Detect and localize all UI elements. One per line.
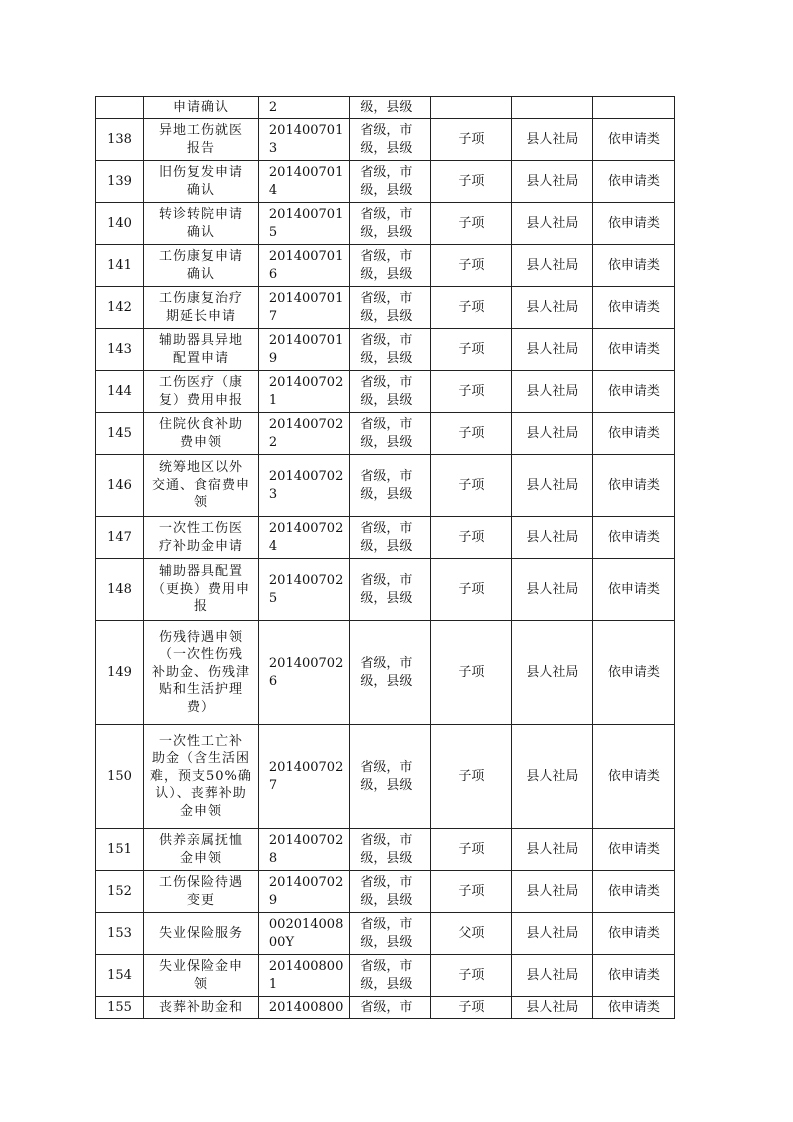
cell-text-line: 确认 bbox=[186, 266, 215, 282]
cell-text-line: 省级，市 bbox=[360, 291, 413, 306]
cell-text-line: 辅助器具配置 bbox=[158, 564, 243, 580]
cell-text-line: 00Y bbox=[268, 934, 295, 950]
cell-text-line: 级，县级 bbox=[360, 850, 413, 866]
category-cell: 依申请类 bbox=[593, 913, 675, 955]
cell-text-line: 9 bbox=[268, 892, 278, 908]
cell-text-line: 级，县级 bbox=[360, 892, 413, 908]
item-type-cell: 子项 bbox=[431, 955, 512, 997]
row-number-cell: 154 bbox=[96, 955, 144, 997]
cell-text-line: 一次性工亡补 bbox=[158, 733, 243, 749]
item-type-cell: 子项 bbox=[431, 871, 512, 913]
cell-text-line: 省级，市 bbox=[360, 959, 413, 974]
admin-level-cell bbox=[350, 455, 431, 517]
cell-text-line: 3 bbox=[268, 140, 278, 156]
cell-text-line: 6 bbox=[268, 266, 278, 282]
cell-text-line: 期延长申请 bbox=[165, 308, 236, 324]
cell-text-line: 异地工伤就医 bbox=[158, 123, 243, 138]
item-code-cell bbox=[258, 371, 349, 413]
cell-text-line: 6 bbox=[268, 673, 278, 689]
row-number-cell: 155 bbox=[96, 997, 144, 1019]
cell-text-line: 4 bbox=[268, 182, 278, 198]
cell-text-line: 201400702 bbox=[268, 656, 344, 671]
item-name-cell bbox=[144, 829, 259, 871]
item-name-cell bbox=[144, 119, 259, 161]
cell-text-line: 9 bbox=[268, 350, 278, 366]
cell-text-line: 报告 bbox=[186, 140, 215, 156]
item-name-cell bbox=[144, 725, 259, 829]
item-name-cell bbox=[144, 913, 259, 955]
cell-text-line: 201400701 bbox=[268, 291, 344, 306]
category-cell: 依申请类 bbox=[593, 559, 675, 621]
item-code-cell bbox=[258, 725, 349, 829]
department-cell: 县人社局 bbox=[512, 203, 593, 245]
cell-text-line: 省级，市 bbox=[360, 417, 413, 432]
category-cell: 依申请类 bbox=[593, 371, 675, 413]
cell-text-line: 旧伤复发申请 bbox=[158, 165, 243, 180]
cell-text-line: 复）费用申报 bbox=[158, 392, 243, 408]
table-row bbox=[96, 371, 675, 413]
department-cell: 县人社局 bbox=[512, 161, 593, 203]
cell-text-line: 5 bbox=[268, 590, 278, 606]
table-row bbox=[96, 517, 675, 559]
cell-text-line: 一次性工伤医 bbox=[158, 521, 243, 536]
cell-text-line: 级，县级 bbox=[360, 976, 413, 992]
admin-level-cell bbox=[350, 871, 431, 913]
item-code-cell bbox=[258, 455, 349, 517]
item-code-cell bbox=[258, 517, 349, 559]
department-cell: 县人社局 bbox=[512, 871, 593, 913]
item-code-cell bbox=[258, 829, 349, 871]
item-code-cell bbox=[258, 871, 349, 913]
cell-text-line: 失业保险服务 bbox=[158, 925, 243, 941]
department-cell: 县人社局 bbox=[512, 287, 593, 329]
cell-text-line: 工伤保险待遇 bbox=[158, 875, 243, 890]
admin-level-cell bbox=[350, 329, 431, 371]
cell-text-line: 7 bbox=[268, 777, 278, 793]
department-cell bbox=[512, 97, 593, 119]
row-number-cell: 142 bbox=[96, 287, 144, 329]
item-type-cell: 子项 bbox=[431, 119, 512, 161]
cell-text-line: 002014008 bbox=[268, 917, 344, 932]
item-type-cell: 子项 bbox=[431, 559, 512, 621]
cell-text-line: 省级，市 bbox=[360, 333, 413, 348]
cell-text-line: 省级，市 bbox=[360, 165, 413, 180]
row-number-cell: 150 bbox=[96, 725, 144, 829]
item-type-cell: 父项 bbox=[431, 913, 512, 955]
category-cell: 依申请类 bbox=[593, 203, 675, 245]
item-code-cell bbox=[258, 287, 349, 329]
item-code-cell bbox=[258, 621, 349, 725]
cell-text-line: 工伤康复治疗 bbox=[158, 291, 243, 306]
category-cell: 依申请类 bbox=[593, 329, 675, 371]
item-type-cell: 子项 bbox=[431, 725, 512, 829]
cell-text-line: 省级，市 bbox=[360, 875, 413, 890]
row-number-cell: 148 bbox=[96, 559, 144, 621]
item-name-cell bbox=[144, 329, 259, 371]
cell-text-line: 金申领 bbox=[179, 850, 222, 866]
department-cell: 县人社局 bbox=[512, 371, 593, 413]
cell-text-line: 助金（含生活困 bbox=[151, 751, 250, 767]
cell-text-line: 级，县级 bbox=[360, 99, 413, 115]
cell-text-line: 住院伙食补助 bbox=[158, 417, 243, 432]
cell-text-line: （更换）费用申 bbox=[151, 581, 250, 597]
cell-text-line: 金申领 bbox=[179, 803, 222, 819]
cell-text-line: 5 bbox=[268, 224, 278, 240]
item-type-cell: 子项 bbox=[431, 329, 512, 371]
cell-text-line: 工伤医疗（康 bbox=[158, 375, 243, 390]
cell-text-line: 交通、食宿费申 bbox=[151, 477, 250, 493]
category-cell: 依申请类 bbox=[593, 955, 675, 997]
row-number-cell: 147 bbox=[96, 517, 144, 559]
cell-text-line: 认）、丧葬补助 bbox=[155, 786, 247, 802]
category-cell bbox=[593, 97, 675, 119]
item-code-cell bbox=[258, 997, 349, 1019]
cell-text-line: 级，县级 bbox=[360, 140, 413, 156]
category-cell: 依申请类 bbox=[593, 517, 675, 559]
cell-text-line: 级，县级 bbox=[360, 308, 413, 324]
department-cell: 县人社局 bbox=[512, 119, 593, 161]
item-code-cell bbox=[258, 245, 349, 287]
item-type-cell: 子项 bbox=[431, 517, 512, 559]
category-cell: 依申请类 bbox=[593, 621, 675, 725]
item-name-cell bbox=[144, 955, 259, 997]
category-cell: 依申请类 bbox=[593, 161, 675, 203]
admin-level-cell bbox=[350, 559, 431, 621]
category-cell: 依申请类 bbox=[593, 829, 675, 871]
table-row bbox=[96, 997, 675, 1019]
item-code-cell bbox=[258, 955, 349, 997]
item-name-cell bbox=[144, 287, 259, 329]
item-name-cell bbox=[144, 559, 259, 621]
row-number-cell: 146 bbox=[96, 455, 144, 517]
cell-text-line: 确认 bbox=[186, 224, 215, 240]
cell-text-line: 丧葬补助金和 bbox=[158, 999, 243, 1015]
cell-text-line: 2 bbox=[268, 434, 278, 450]
table-row bbox=[96, 413, 675, 455]
item-code-cell bbox=[258, 413, 349, 455]
department-cell: 县人社局 bbox=[512, 413, 593, 455]
item-name-cell bbox=[144, 621, 259, 725]
item-type-cell bbox=[431, 97, 512, 119]
cell-text-line: 省级，市 bbox=[360, 249, 413, 264]
cell-text-line: 配置申请 bbox=[172, 350, 229, 366]
item-type-cell: 子项 bbox=[431, 245, 512, 287]
item-type-cell: 子项 bbox=[431, 997, 512, 1019]
cell-text-line: 省级，市 bbox=[360, 469, 413, 484]
service-items-table bbox=[95, 96, 675, 1019]
cell-text-line: 1 bbox=[268, 976, 278, 992]
department-cell: 县人社局 bbox=[512, 955, 593, 997]
item-type-cell: 子项 bbox=[431, 371, 512, 413]
item-type-cell: 子项 bbox=[431, 829, 512, 871]
cell-text-line: 级，县级 bbox=[360, 777, 413, 793]
item-name-cell bbox=[144, 413, 259, 455]
item-type-cell: 子项 bbox=[431, 287, 512, 329]
cell-text-line: 7 bbox=[268, 308, 278, 324]
category-cell: 依申请类 bbox=[593, 725, 675, 829]
cell-text-line: 201400701 bbox=[268, 123, 344, 138]
cell-text-line: 201400702 bbox=[268, 469, 344, 484]
table-row bbox=[96, 329, 675, 371]
cell-text-line: 领 bbox=[193, 976, 208, 992]
row-number-cell: 151 bbox=[96, 829, 144, 871]
item-type-cell: 子项 bbox=[431, 203, 512, 245]
admin-level-cell bbox=[350, 161, 431, 203]
item-name-cell bbox=[144, 455, 259, 517]
cell-text-line: 2 bbox=[268, 99, 278, 115]
row-number-cell: 143 bbox=[96, 329, 144, 371]
table-row bbox=[96, 621, 675, 725]
cell-text-line: 3 bbox=[268, 486, 278, 502]
admin-level-cell bbox=[350, 913, 431, 955]
table-row bbox=[96, 871, 675, 913]
cell-text-line: 辅助器具异地 bbox=[158, 333, 243, 348]
table-row bbox=[96, 245, 675, 287]
item-code-cell bbox=[258, 161, 349, 203]
row-number-cell: 145 bbox=[96, 413, 144, 455]
cell-text-line: 转诊转院申请 bbox=[158, 207, 243, 222]
cell-text-line: 省级，市 bbox=[360, 207, 413, 222]
category-cell: 依申请类 bbox=[593, 997, 675, 1019]
cell-text-line: 8 bbox=[268, 850, 278, 866]
admin-level-cell bbox=[350, 97, 431, 119]
item-name-cell bbox=[144, 203, 259, 245]
cell-text-line: 级，县级 bbox=[360, 673, 413, 689]
cell-text-line: 201400702 bbox=[268, 573, 344, 588]
table-row bbox=[96, 97, 675, 119]
item-name-cell bbox=[144, 245, 259, 287]
cell-text-line: 省级，市 bbox=[360, 573, 413, 588]
cell-text-line: 费） bbox=[186, 699, 215, 715]
category-cell: 依申请类 bbox=[593, 245, 675, 287]
department-cell: 县人社局 bbox=[512, 455, 593, 517]
admin-level-cell bbox=[350, 413, 431, 455]
table-row bbox=[96, 559, 675, 621]
cell-text-line: 省级，市 bbox=[360, 656, 413, 671]
department-cell: 县人社局 bbox=[512, 997, 593, 1019]
category-cell: 依申请类 bbox=[593, 871, 675, 913]
admin-level-cell bbox=[350, 829, 431, 871]
cell-text-line: 领 bbox=[193, 495, 208, 511]
row-number-cell: 141 bbox=[96, 245, 144, 287]
category-cell: 依申请类 bbox=[593, 119, 675, 161]
cell-text-line: 级，县级 bbox=[360, 266, 413, 282]
item-type-cell: 子项 bbox=[431, 413, 512, 455]
item-code-cell bbox=[258, 913, 349, 955]
table-row bbox=[96, 119, 675, 161]
cell-text-line: 失业保险金申 bbox=[158, 959, 243, 974]
table-row bbox=[96, 955, 675, 997]
cell-text-line: 201400800 bbox=[268, 959, 344, 974]
row-number-cell: 139 bbox=[96, 161, 144, 203]
table-row bbox=[96, 725, 675, 829]
item-name-cell bbox=[144, 161, 259, 203]
department-cell: 县人社局 bbox=[512, 329, 593, 371]
table-row bbox=[96, 161, 675, 203]
cell-text-line: 贴和生活护理 bbox=[158, 682, 243, 698]
cell-text-line: 级，县级 bbox=[360, 486, 413, 502]
row-number-cell bbox=[96, 97, 144, 119]
cell-text-line: 省级，市 bbox=[360, 760, 413, 775]
admin-level-cell bbox=[350, 621, 431, 725]
admin-level-cell bbox=[350, 203, 431, 245]
row-number-cell: 138 bbox=[96, 119, 144, 161]
admin-level-cell bbox=[350, 517, 431, 559]
department-cell: 县人社局 bbox=[512, 621, 593, 725]
admin-level-cell bbox=[350, 245, 431, 287]
row-number-cell: 144 bbox=[96, 371, 144, 413]
table-row bbox=[96, 913, 675, 955]
cell-text-line: 201400701 bbox=[268, 207, 344, 222]
cell-text-line: 统筹地区以外 bbox=[158, 460, 243, 476]
cell-text-line: 201400702 bbox=[268, 833, 344, 848]
item-name-cell bbox=[144, 997, 259, 1019]
row-number-cell: 140 bbox=[96, 203, 144, 245]
cell-text-line: 级，县级 bbox=[360, 934, 413, 950]
cell-text-line: 201400702 bbox=[268, 375, 344, 390]
admin-level-cell bbox=[350, 955, 431, 997]
admin-level-cell bbox=[350, 997, 431, 1019]
cell-text-line: 201400800 bbox=[268, 999, 344, 1015]
item-code-cell bbox=[258, 559, 349, 621]
cell-text-line: 费申领 bbox=[179, 434, 222, 450]
item-code-cell bbox=[258, 329, 349, 371]
cell-text-line: 级，县级 bbox=[360, 434, 413, 450]
item-type-cell: 子项 bbox=[431, 621, 512, 725]
cell-text-line: 疗补助金申请 bbox=[158, 538, 243, 554]
item-type-cell: 子项 bbox=[431, 455, 512, 517]
cell-text-line: 变更 bbox=[186, 892, 215, 908]
cell-text-line: 级，县级 bbox=[360, 350, 413, 366]
cell-text-line: 省级，市 bbox=[360, 375, 413, 390]
item-name-cell bbox=[144, 97, 259, 119]
row-number-cell: 153 bbox=[96, 913, 144, 955]
cell-text-line: 申请确认 bbox=[172, 99, 229, 115]
cell-text-line: 201400702 bbox=[268, 521, 344, 536]
table-row bbox=[96, 203, 675, 245]
department-cell: 县人社局 bbox=[512, 913, 593, 955]
item-name-cell bbox=[144, 871, 259, 913]
item-name-cell bbox=[144, 371, 259, 413]
admin-level-cell bbox=[350, 371, 431, 413]
table-row bbox=[96, 455, 675, 517]
cell-text-line: 201400701 bbox=[268, 165, 344, 180]
admin-level-cell bbox=[350, 287, 431, 329]
cell-text-line: 伤残待遇申领 bbox=[158, 629, 243, 645]
row-number-cell: 152 bbox=[96, 871, 144, 913]
cell-text-line: 省级，市 bbox=[360, 833, 413, 848]
cell-text-line: 确认 bbox=[186, 182, 215, 198]
department-cell: 县人社局 bbox=[512, 829, 593, 871]
cell-text-line: 1 bbox=[268, 392, 278, 408]
cell-text-line: 省级，市 bbox=[360, 521, 413, 536]
cell-text-line: 省级，市 bbox=[360, 917, 413, 932]
cell-text-line: 级，县级 bbox=[360, 538, 413, 554]
department-cell: 县人社局 bbox=[512, 725, 593, 829]
cell-text-line: 难，预支50%确 bbox=[150, 768, 252, 784]
cell-text-line: 级，县级 bbox=[360, 182, 413, 198]
department-cell: 县人社局 bbox=[512, 245, 593, 287]
admin-level-cell bbox=[350, 725, 431, 829]
item-code-cell bbox=[258, 203, 349, 245]
department-cell: 县人社局 bbox=[512, 559, 593, 621]
item-name-cell bbox=[144, 517, 259, 559]
category-cell: 依申请类 bbox=[593, 455, 675, 517]
cell-text-line: （一次性伤残 bbox=[158, 647, 243, 663]
cell-text-line: 201400702 bbox=[268, 875, 344, 890]
cell-text-line: 省级，市 bbox=[360, 999, 413, 1015]
admin-level-cell bbox=[350, 119, 431, 161]
table-row bbox=[96, 829, 675, 871]
cell-text-line: 4 bbox=[268, 538, 278, 554]
cell-text-line: 工伤康复申请 bbox=[158, 249, 243, 264]
cell-text-line: 补助金、伤残津 bbox=[151, 664, 250, 680]
row-number-cell: 149 bbox=[96, 621, 144, 725]
category-cell: 依申请类 bbox=[593, 413, 675, 455]
table-row bbox=[96, 287, 675, 329]
cell-text-line: 201400701 bbox=[268, 333, 344, 348]
department-cell: 县人社局 bbox=[512, 517, 593, 559]
cell-text-line: 省级，市 bbox=[360, 123, 413, 138]
cell-text-line: 201400702 bbox=[268, 760, 344, 775]
cell-text-line: 供养亲属抚恤 bbox=[158, 833, 243, 848]
item-type-cell: 子项 bbox=[431, 161, 512, 203]
item-code-cell bbox=[258, 119, 349, 161]
table-body bbox=[96, 97, 675, 1019]
cell-text-line: 级，县级 bbox=[360, 224, 413, 240]
cell-text-line: 201400702 bbox=[268, 417, 344, 432]
cell-text-line: 级，县级 bbox=[360, 392, 413, 408]
item-code-cell bbox=[258, 97, 349, 119]
category-cell: 依申请类 bbox=[593, 287, 675, 329]
cell-text-line: 报 bbox=[193, 599, 208, 615]
cell-text-line: 201400701 bbox=[268, 249, 344, 264]
cell-text-line: 级，县级 bbox=[360, 590, 413, 606]
